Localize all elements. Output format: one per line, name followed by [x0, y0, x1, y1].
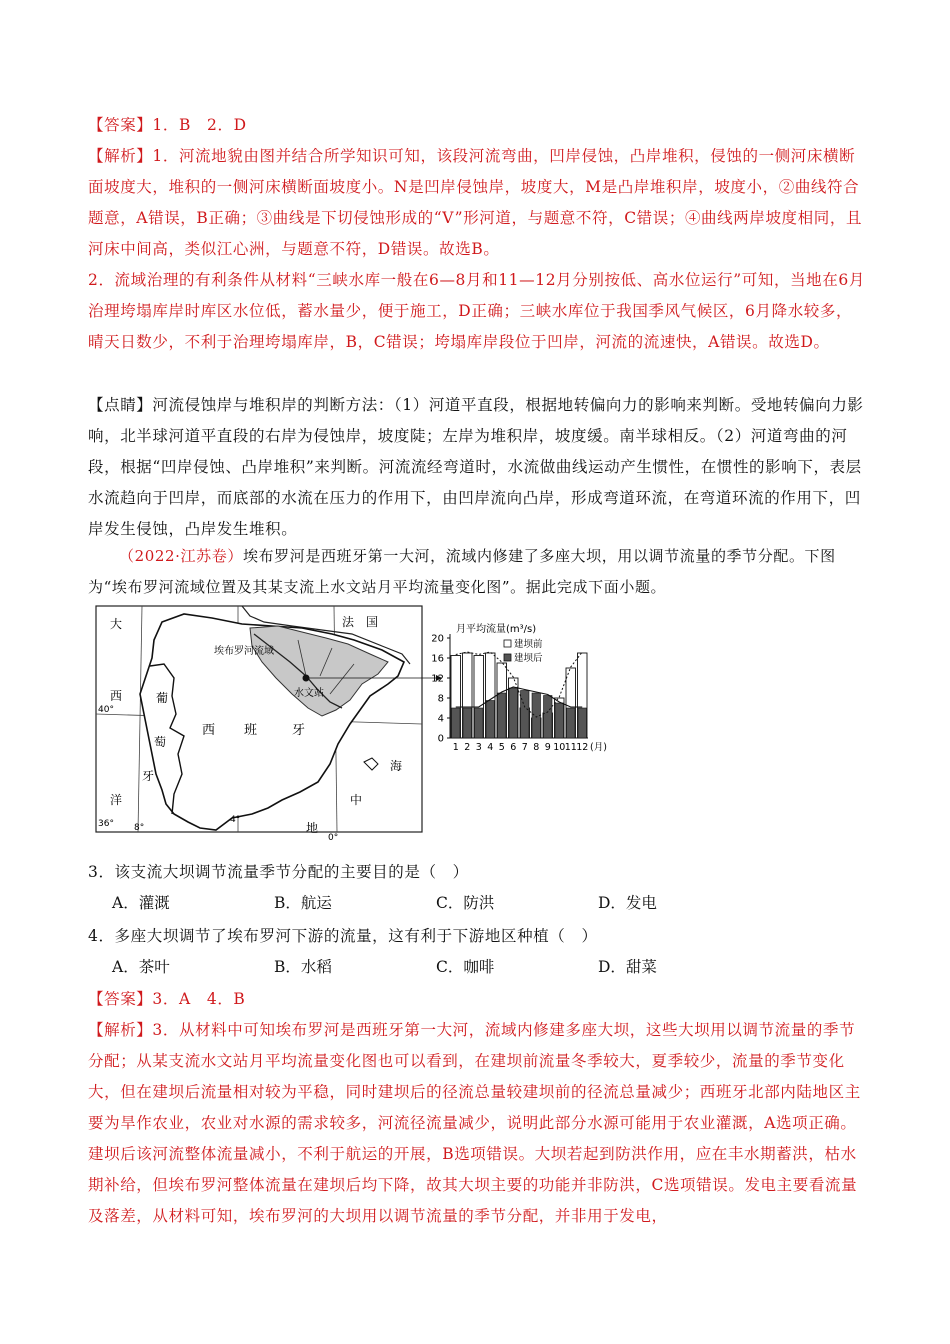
question-intro [88, 541, 868, 603]
answer-tag: 【答案】 [88, 116, 153, 134]
flow-chart [431, 622, 607, 753]
q4-stem: 4．多座大坝调节了埃布罗河下游的流量，这有利于下游地区种植（ ） [88, 927, 598, 945]
label-yang: 洋 [110, 793, 123, 807]
analysis-tag-2: 【解析】 [88, 1021, 153, 1039]
q3-option-b[interactable]: B．航运 [274, 894, 332, 912]
chart-x-tick-label: 10 [553, 742, 566, 753]
answer-line-1 [88, 110, 868, 141]
chart-x-tick-label: 8 [533, 742, 540, 753]
bar-after [521, 691, 530, 739]
analysis-1-text: 1．河流地貌由图并结合所学知识可知，该段河流弯曲，凹岸侵蚀，凸岸堆积，侵蚀的一侧河床横断面坡度大，堆积的一侧河床横断面坡度小。N是凹岸侵蚀岸，坡度大，M是凸岸堆积岸，坡度小，②曲线符合题意，A错误，B正确；③曲线是下切侵蚀形成的“V”形河道，与题意不符，C错误；④曲线两岸坡度相同，且河床中间高，类似江心洲，与题意不符，D错误。故选B。 [88, 147, 863, 258]
station-marker [303, 675, 310, 682]
legend-swatch-before [504, 640, 511, 647]
analysis-2 [88, 265, 868, 358]
bar-after [475, 708, 484, 738]
chart-x-tick-label: 2 [464, 742, 471, 753]
q4-option-c[interactable]: C．咖啡 [436, 958, 495, 976]
chart-x-tick-label: 7 [521, 742, 528, 753]
bar-after [498, 693, 507, 738]
chart-x-tick-label: 6 [510, 742, 517, 753]
bar-after [509, 688, 518, 738]
chart-y-tick-label: 8 [437, 693, 444, 705]
label-lon4: 4° [230, 815, 241, 825]
chart-y-tick-label: 20 [431, 633, 444, 645]
chart-y-tick-label: 4 [437, 713, 444, 725]
chart-x-tick-label: 1 [452, 742, 459, 753]
q4-option-b[interactable]: B．水稻 [274, 958, 332, 976]
q3-option-c[interactable]: C．防洪 [436, 894, 495, 912]
label-tao: 萄 [154, 735, 167, 749]
bar-after [486, 701, 495, 739]
analysis-3 [88, 1015, 868, 1232]
legend-label-after: 建坝后 [514, 653, 543, 664]
chart-x-tick-label: 3 [475, 742, 482, 753]
q3-options [112, 888, 872, 919]
chart-x-tick-label: 4 [487, 742, 494, 753]
analysis-1 [88, 141, 868, 265]
label-basin: 埃布罗河流域 [214, 646, 274, 657]
q3-stem: 3．该支流大坝调节流量季节分配的主要目的是（ ） [88, 863, 469, 881]
chart-y-tick-label: 0 [437, 733, 444, 745]
bar-after [555, 703, 564, 738]
answer-line-2 [88, 984, 868, 1015]
label-spain-3: 牙 [292, 723, 306, 738]
point-text: 河流侵蚀岸与堆积岸的判断方法：（1）河道平直段，根据地转偏向力的影响来判断。受地转偏向力影响，北半球河道平直段的右岸为侵蚀岸，坡度陡；左岸为堆积岸，坡度缓。南半球相反。（2）河道弯曲的河段，根据“凹岸侵蚀、凸岸堆积”来判断。河流流经弯道时，水流做曲线运动产生惯性，在惯性的影响下，表层水流趋向于凹岸，而底部的水流在压力的作用下，由凹岸流向凸岸，形成弯道环流，在弯道环流的作用下，凹岸发生侵蚀，凸岸发生堆积。 [88, 396, 864, 538]
answer-text-2: 3．A 4．B [152, 990, 246, 1008]
chart-y-tick-label: 16 [431, 653, 444, 665]
label-hai: 海 [390, 759, 403, 773]
bar-after [578, 708, 587, 738]
chart-y-tick-label: 12 [431, 673, 444, 685]
point-note [88, 390, 868, 545]
legend-swatch-after [504, 654, 511, 661]
label-pu: 葡 [156, 691, 169, 705]
label-lon8: 8° [134, 823, 145, 833]
chart-x-tick-label: 12 [576, 742, 589, 753]
label-lat40: 40° [98, 705, 114, 715]
q3-option-a[interactable]: A．灌溉 [112, 894, 170, 912]
analysis-3-text: 3．从材料中可知埃布罗河是西班牙第一大河，流域内修建多座大坝，这些大坝用以调节流量的季节分配；从某支流水文站月平均流量变化图也可以看到，在建坝前流量冬季较大，夏季较少，流量的季节变化大，但在建坝后流量相对较为平稳，同时建坝后的径流总量较建坝前的径流总量减少；西班牙北部内陆地区主要为旱作农业，农业对水源的需求较多，河流径流量减少，说明此部分水源可能用于农业灌溉，A选项正确。建坝后该河流整体流量减小，不利于航运的开展，B选项错误。大坝若起到防洪作用，应在丰水期蓄洪，枯水期补给，但埃布罗河整体流量在建坝后均下降，故其大坝主要的功能并非防洪，C选项错误。发电主要看流量及落差，从材料可知，埃布罗河的大坝用以调节流量的季节分配，并非用于发电， [88, 1021, 861, 1225]
map-figure [92, 604, 622, 843]
bar-after [463, 708, 472, 738]
label-ya: 牙 [142, 769, 155, 783]
label-lon0: 0° [328, 833, 339, 843]
label-da: 大 [110, 617, 123, 631]
label-zhong: 中 [350, 793, 363, 807]
intro-text: 埃布罗河是西班牙第一大河，流域内修建了多座大坝，用以调节流量的季节分配。下图为“埃布罗河流域位置及其某支流上水文站月平均流量变化图”。据此完成下面小题。 [88, 547, 836, 596]
q4-option-d[interactable]: D．甜菜 [598, 958, 657, 976]
label-station: 水文站 [294, 688, 324, 699]
analysis-2-text: 2．流域治理的有利条件从材料“三峡水库一般在6—8月和11—12月分别按低、高水位运行”可知，当地在6月治理垮塌库岸时库区水位低，蓄水量少，便于施工，D正确；三峡水库位于我国季风气候区，6月降水较多，晴天日数少，不利于治理垮塌库岸，B，C错误；垮塌库岸段位于凹岸，河流的流速快，A错误。故选D。 [88, 271, 865, 351]
label-lat36: 36° [98, 819, 114, 829]
chart-x-tick-label: 5 [498, 742, 505, 753]
bar-after [567, 708, 576, 738]
analysis-tag: 【解析】 [88, 147, 153, 165]
chart-title: 月平均流量(m³/s) [456, 624, 537, 635]
chart-xlabel: (月) [590, 742, 607, 753]
figure [92, 604, 622, 843]
label-france: 法 国 [342, 615, 379, 629]
label-di: 地 [306, 821, 319, 835]
chart-x-tick-label: 11 [564, 742, 577, 753]
answer-tag-2: 【答案】 [88, 990, 153, 1008]
source-tag: （2022·江苏卷） [119, 547, 243, 565]
chart-x-tick-label: 9 [544, 742, 551, 753]
q4-options [112, 952, 872, 983]
label-spain-1: 西 [202, 723, 216, 738]
q3-option-d[interactable]: D．发电 [598, 894, 657, 912]
q4-option-a[interactable]: A．茶叶 [112, 958, 170, 976]
label-spain-2: 班 [244, 723, 258, 738]
bar-after [452, 708, 461, 738]
legend-label-before: 建坝前 [514, 639, 543, 650]
answer-text: 1．B 2．D [152, 116, 247, 134]
bar-after [544, 696, 553, 739]
label-xi: 西 [110, 689, 123, 703]
point-tag: 【点睛】 [88, 396, 153, 414]
